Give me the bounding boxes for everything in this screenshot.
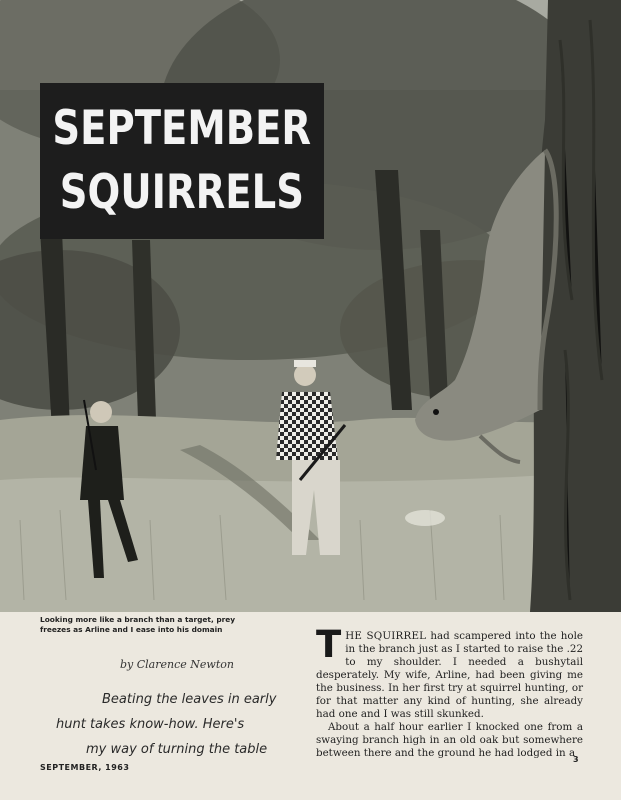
deck-line-3: my way of turning the table	[86, 742, 268, 757]
article-deck	[40, 687, 302, 762]
caption-line-1: Looking more like a branch than a target, prey	[40, 615, 236, 624]
byline: by Clarence Newton	[120, 658, 234, 671]
deck-line-1: Beating the leaves in early	[102, 692, 277, 707]
title-block	[40, 83, 324, 239]
body-text-column	[316, 623, 583, 760]
deck-line-2: hunt takes know-how. Here's	[56, 717, 245, 732]
page-number: 3	[573, 755, 579, 764]
caption-line-2: freezes as Arline and I ease into his domain	[40, 625, 223, 634]
paragraph-1	[316, 623, 583, 721]
photo-caption	[40, 615, 290, 635]
lead-words: HE SQUIRREL	[345, 630, 427, 642]
title-line-2: SQUIRRELS	[59, 165, 305, 220]
drop-cap: T	[316, 623, 342, 666]
paragraph-2: About a half hour earlier I knocked one from a swaying branch high in an old oak but somewhere between there and the ground he had lodged in a	[316, 721, 583, 759]
issue-date: SEPTEMBER, 1963	[40, 763, 130, 772]
title-line-1: SEPTEMBER	[52, 101, 312, 156]
paragraph-1-text: had scampered into the hole in the branch just as I started to raise the .22 to my shoulder. I needed a bushytail desperately. My wife, Arline, had been giving me the business. In her first try at squirrel hunting, or for that matter any kind of hunting, she already had one and I was still skunked.	[316, 630, 583, 720]
